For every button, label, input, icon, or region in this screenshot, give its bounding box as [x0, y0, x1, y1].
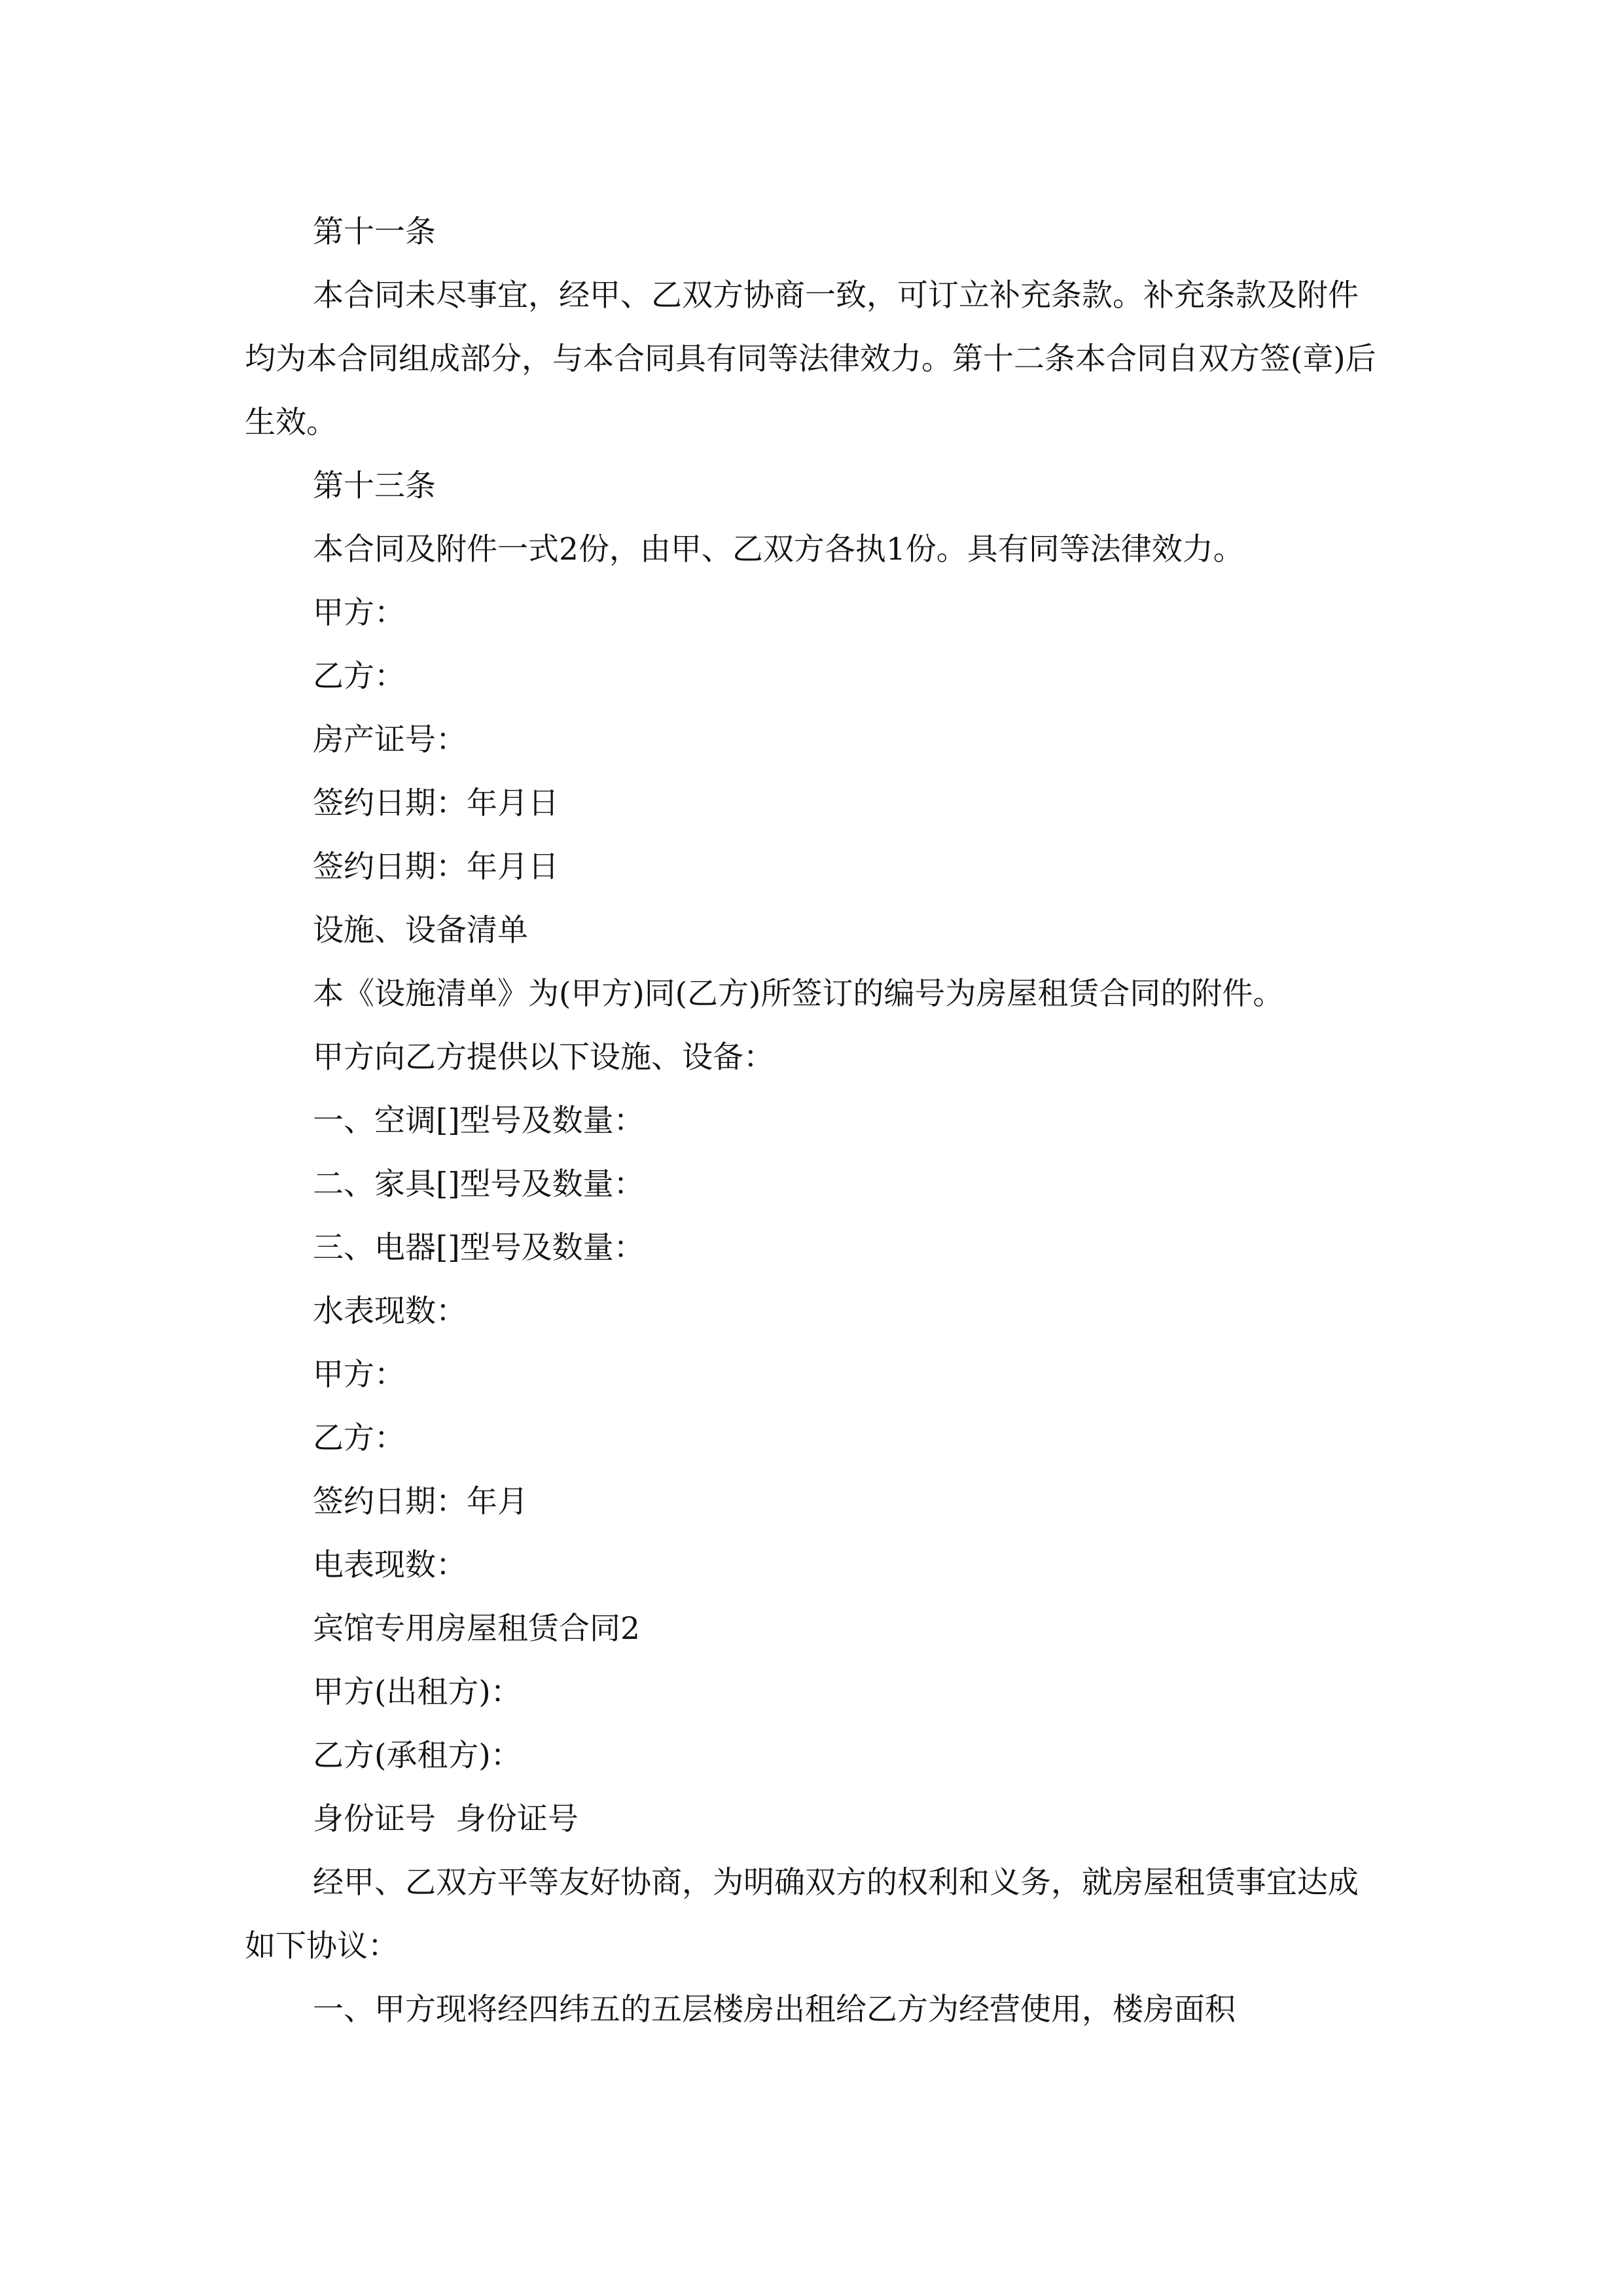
party-b-signature: 乙方： — [313, 1420, 405, 1456]
agreement-preamble: 经甲、乙双方平等友好协商，为明确双方的权利和义务，就房屋租赁事宜达成如下协议： — [245, 1865, 1359, 1964]
article-13-heading: 第十三条 — [313, 468, 436, 504]
property-certificate-number: 房产证号： — [313, 722, 467, 758]
contract-2-title: 宾馆专用房屋租赁合同2 — [313, 1611, 640, 1647]
lessor-party-a: 甲方(出租方)： — [313, 1674, 522, 1710]
signing-date: 签约日期：年月日 — [313, 785, 559, 821]
article-13-text: 本合同及附件一式2份，由甲、乙双方各执1份。具有同等法律效力。 — [313, 531, 1244, 567]
signing-date: 签约日期：年月 — [313, 1484, 528, 1520]
facilities-list-intro: 本《设施清单》为(甲方)同(乙方)所签订的编号为房屋租赁合同的附件。 — [313, 976, 1284, 1012]
party-b-signature: 乙方： — [313, 658, 405, 694]
list-item-air-conditioner: 一、空调[]型号及数量： — [313, 1103, 645, 1139]
facilities-provided: 甲方向乙方提供以下设施、设备： — [313, 1039, 774, 1075]
list-item-appliances: 三、电器[]型号及数量： — [313, 1230, 645, 1266]
signing-date: 签约日期：年月日 — [313, 849, 559, 885]
clause-1-text: 一、甲方现将经四纬五的五层楼房出租给乙方为经营使用，楼房面积 — [313, 1992, 1236, 2028]
article-11-heading: 第十一条 — [313, 214, 436, 250]
party-a-signature: 甲方： — [313, 1357, 405, 1393]
facilities-list-heading: 设施、设备清单 — [313, 912, 528, 948]
id-numbers: 身份证号 身份证号 — [313, 1801, 579, 1837]
article-11-text: 本合同未尽事宜，经甲、乙双方协商一致，可订立补充条款。补充条款及附件均为本合同组成部分，与本合同具有同等法律效力。第十二条本合同自双方签(章)后生效。 — [245, 278, 1376, 440]
list-item-furniture: 二、家具[]型号及数量： — [313, 1166, 645, 1202]
party-a-signature: 甲方： — [313, 595, 405, 631]
water-meter-reading: 水表现数： — [313, 1293, 467, 1329]
lessee-party-b: 乙方(承租方)： — [313, 1738, 522, 1774]
electricity-meter-reading: 电表现数： — [313, 1547, 467, 1583]
document-body — [245, 200, 1381, 2041]
